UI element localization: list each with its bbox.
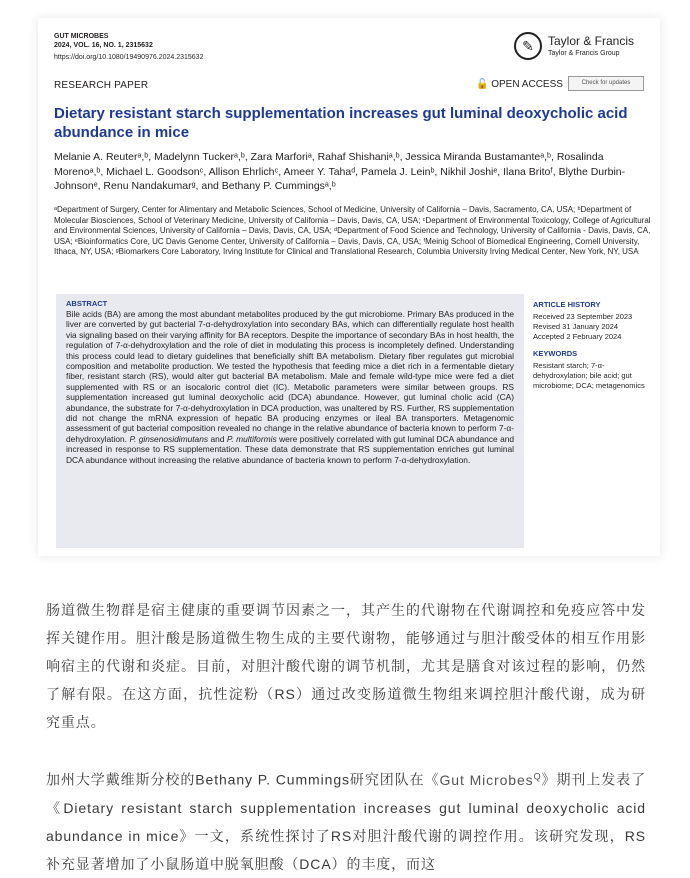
- abstract-box: [56, 294, 524, 548]
- received-date: Received 23 September 2023: [533, 312, 633, 321]
- open-lock-icon: 🔓: [476, 79, 489, 90]
- abstract-text: Bile acids (BA) are among the most abundant metabolites produced by the gut microbiome. Primary BAs produced in the liver are converted by gut bacterial 7-α-dehydroxylation into secondary BAs, which can differentially regulate host health via signaling based on their varying affinity for BA receptors. Despite the importance of secondary BAs in host health, the regulation of 7-α-dehydroxylation and the role of diet in modulating this process is incompletely defined. Understanding this process could lead to dietary guidelines that beneficially shift BA metabolism. Dietary fiber regulates gut microbial composition and metabolite production. We tested the hypothesis that feeding mice a diet rich in a fermentable dietary fiber, resistant starch (RS), would alter gut bacterial BA metabolism. Male and female wild-type mice were fed a diet supplemented with RS or an isocaloric control diet (IC). Metabolic parameters were similar between groups. RS supplementation increased gut luminal deoxycholic acid (DCA) abundance. However, gut luminal cholic acid (CA) abundance, the substrate for 7-α-dehydroxylation in DCA production, was unaltered by RS. Further, RS supplementation did not change the mRNA expression of hepatic BA producing enzymes or ileal BA transporters. Metagenomic assessment of gut bacterial composition revealed no change in the relative abundance of bacteria known to perform 7-α-dehydroxylation. P. ginsenosidimutans and P. multiformis were positively correlated with gut luminal DCA abundance and increased in response to RS supplementation. These data demonstrate that RS supplementation enriches gut luminal DCA abundance without increasing the relative abundance of bacteria known to perform 7-α-dehydroxylation.: [66, 309, 515, 465]
- history-heading: ARTICLE HISTORY: [533, 300, 601, 309]
- commentary-paragraph-1: 肠道微生物群是宿主健康的重要调节因素之一，其产生的代谢物在代谢调控和免疫应答中发挥关键作用。胆汁酸是肠道微生物生成的主要代谢物，能够通过与胆汁酸受体的相互作用影响宿主的代谢和炎症。目前，对胆汁酸代谢的调节机制，尤其是膳食对该过程的影响，仍然了解有限。在这方面，抗性淀粉（RS）通过改变肠道微生物组来调控胆汁酸代谢，成为研究重点。: [46, 602, 646, 730]
- paper-title: Dietary resistant starch supplementation increases gut luminal deoxycholic acid abundance in mice: [54, 105, 628, 141]
- publisher-name: Taylor & Francis: [548, 34, 635, 48]
- journal-name: GUT MICROBES: [54, 33, 109, 40]
- keywords: [533, 349, 645, 391]
- doi-link[interactable]: https://doi.org/10.1080/19490976.2024.2315632: [54, 54, 204, 61]
- open-access-label: OPEN ACCESS: [491, 79, 563, 90]
- keywords-heading: KEYWORDS: [533, 349, 578, 358]
- abstract-heading: ABSTRACT: [66, 299, 108, 308]
- commentary-paragraph-2: 加州大学戴维斯分校的Bethany P. Cummings研究团队在《Gut Microbes$^Q$》期刊上发表了《Dietary resistant starch supplementation increases gut luminal deoxycholic acid abundance in mice》一文，系统性探讨了RS对胆汁酸代谢的调控作用。该研究发现，RS补充显著增加了小鼠肠道中脱氧胆酸（DCA）的丰度，而这: [46, 771, 646, 872]
- article-history: [533, 300, 648, 342]
- paper-page: [38, 18, 660, 556]
- accepted-date: Accepted 2 February 2024: [533, 332, 622, 341]
- article-type: RESEARCH PAPER: [54, 80, 149, 91]
- open-access-badge: [476, 79, 563, 90]
- revised-date: Revised 31 January 2024: [533, 322, 619, 331]
- journal-link[interactable]: Gut Microbes$^Q$: [439, 771, 542, 788]
- journal-citation: 2024, VOL. 16, NO. 1, 2315632: [54, 42, 153, 49]
- search-link-icon: Q: [533, 771, 542, 781]
- keywords-text: Resistant starch; 7-α-dehydroxylation; bile acid; gut microbiome; DCA; metagenomics: [533, 361, 645, 390]
- publisher-emblem-icon: ✎: [514, 32, 542, 60]
- publisher-logo: [514, 32, 640, 62]
- affiliations: ᵃDepartment of Surgery, Center for Alimentary and Metabolic Sciences, School of Medicine, University of California – Davis, Sacramento, CA, USA; ᵇDepartment of Molecular Biosciences, School of Veterinary Medicine, University of California – Davis, Davis, CA, USA; ᶜDepartment of Environmental Toxicology, College of Agricultural and Environmental Sciences, University of California – Davis, Davis, CA, USA; ᵈDepartment of Food Science and Technology, University of California - Davis, Davis, CA, USA; ᵉBioinformatics Core, UC Davis Genome Center, University of California – Davis, Davis, CA, USA; ᶠMeinig School of Biomedical Engineering, Cornell University, Ithaca, NY, USA; ᵍBiomarkers Core Laboratory, Irving Institute for Clinical and Translational Research, Columbia University Irving Medical Center, New York, NY, USA: [54, 205, 651, 257]
- publisher-group: Taylor & Francis Group: [548, 50, 620, 57]
- check-for-updates-button[interactable]: Check for updates: [568, 76, 644, 91]
- author-list: Melanie A. Reuterᵃ,ᵇ, Madelynn Tuckerᵃ,ᵇ, Zara Marforiᵃ, Rahaf Shishaniᵃ,ᵇ, Jessica Miranda Bustamanteᵃ,ᵇ, Rosalinda Morenoᵃ,ᵇ, Michael L. Goodsonᶜ, Allison Ehrlichᶜ, Ameer Y. Tahaᵈ, Pamela J. Leinᵇ, Nikhil Joshiᵉ, Ilana Britoᶠ, Blythe Durbin-Johnsonᵉ, Renu Nandakumarᵍ, and Bethany P. Cummingsᵃ,ᵇ: [54, 151, 626, 192]
- journal-header: [54, 32, 153, 50]
